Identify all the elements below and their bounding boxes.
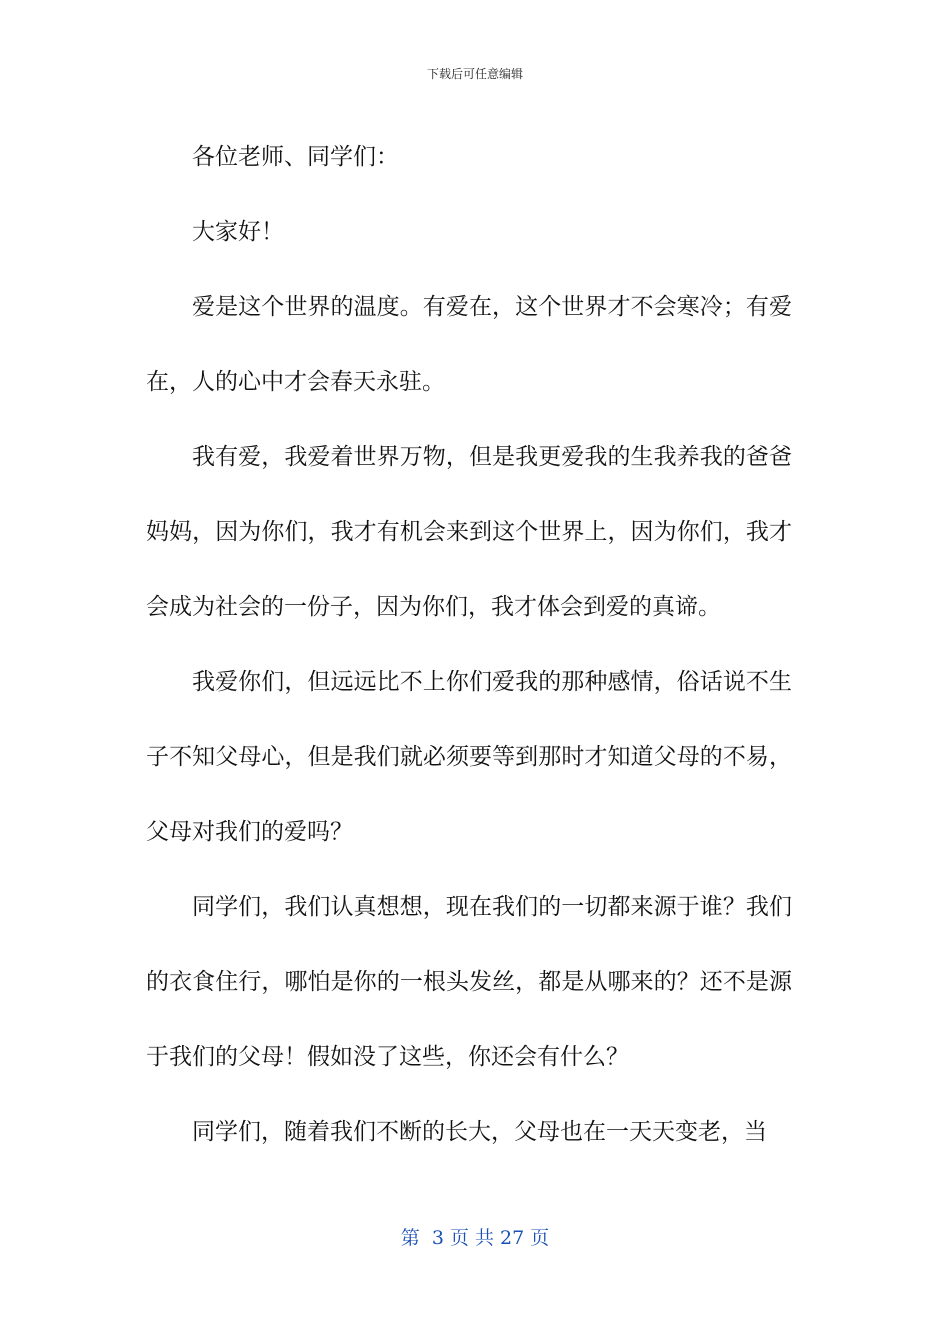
- paragraph-i-have-love: 我有爱，我爱着世界万物，但是我更爱我的生我养我的爸爸妈妈，因为你们，我才有机会来到这个世界上，因为你们，我才会成为社会的一份子，因为你们，我才体会到爱的真谛。: [146, 444, 792, 620]
- page-number-footer: 第 3 页 共 27 页: [400, 1227, 550, 1249]
- paragraph-greeting: 各位老师、同学们：: [192, 144, 399, 170]
- paragraph-love-warmth: 爱是这个世界的温度。有爱在，这个世界才不会寒冷；有爱在，人的心中才会春天永驻。: [146, 294, 792, 395]
- paragraph-i-love-you: 我爱你们，但远远比不上你们爱我的那种感情，俗话说不生子不知父母心，但是我们就必须要等到那时才知道父母的不易，父母对我们的爱吗？: [146, 669, 792, 845]
- document-body: [146, 120, 792, 1170]
- paragraph-think-carefully: 同学们，我们认真想想，现在我们的一切都来源于谁？我们的衣食住行，哪怕是你的一根头发丝，都是从哪来的？还不是源于我们的父母！假如没了这些，你还会有什么？: [146, 894, 792, 1070]
- paragraph-growing-up: 同学们，随着我们不断的长大，父母也在一天天变老，当: [192, 1119, 767, 1145]
- header-note: 下载后可任意编辑: [426, 67, 523, 81]
- paragraph-hello: 大家好！: [192, 219, 284, 245]
